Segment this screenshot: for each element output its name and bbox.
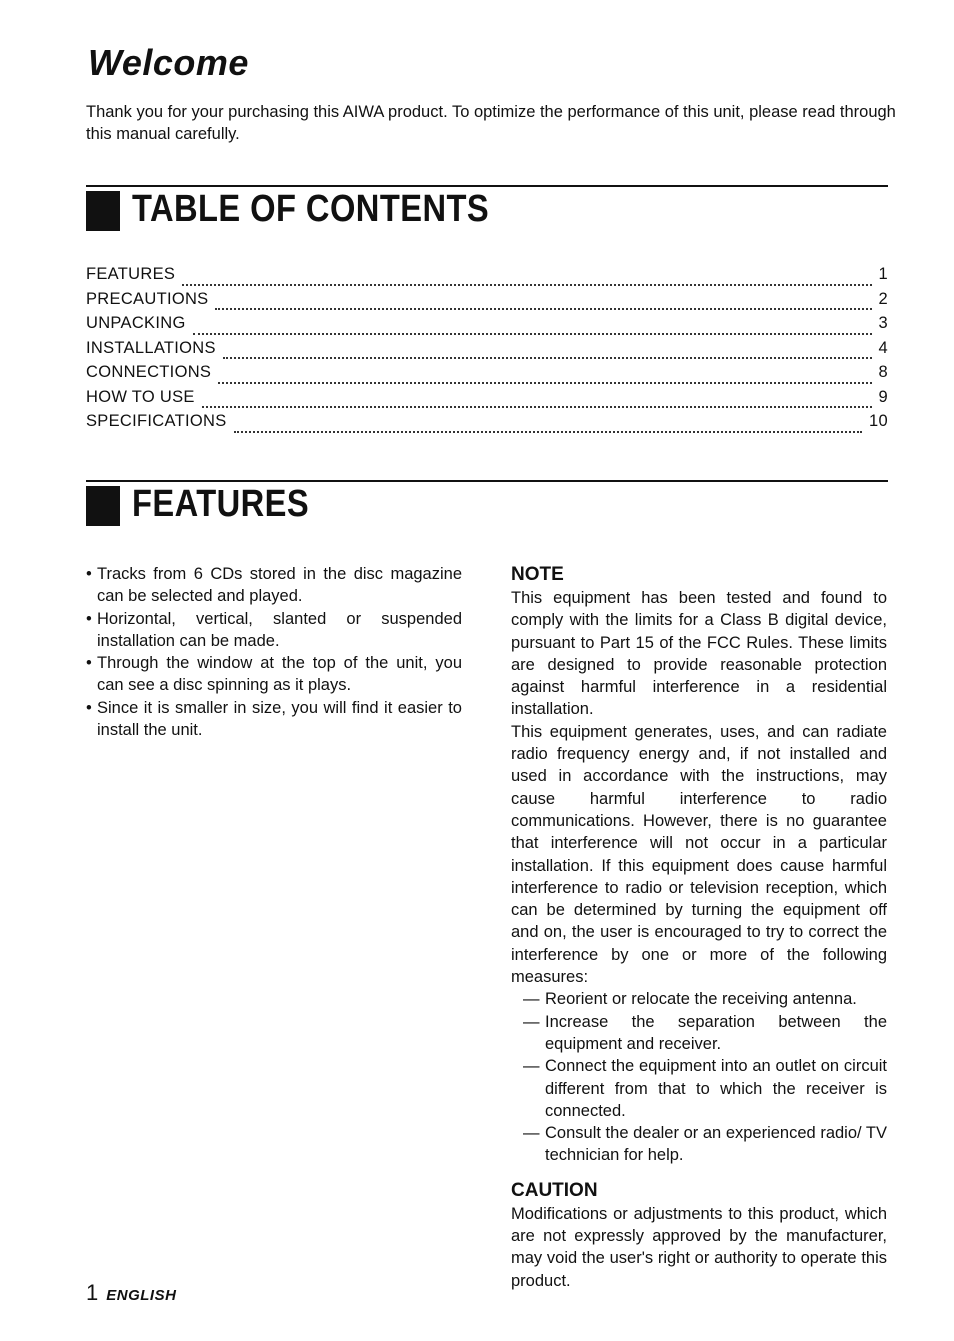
caution-heading: CAUTION: [511, 1179, 598, 1201]
note-column: [511, 563, 887, 1292]
toc-leader-dots: [234, 431, 863, 433]
toc-leader-dots: [202, 406, 872, 408]
toc-entry-page: 4: [878, 338, 888, 357]
measure-item: — Reorient or relocate the receiving antenna.: [523, 988, 887, 1010]
toc-heading: TABLE OF CONTENTS: [132, 188, 490, 230]
measure-item: — Consult the dealer or an experienced radio/ TV technician for help.: [523, 1122, 887, 1167]
measure-item: — Connect the equipment into an outlet on circuit different from that to which the receiver is connected.: [523, 1055, 887, 1122]
toc-entry[interactable]: [86, 363, 888, 388]
caution-text: Modifications or adjustments to this product, which are not expressly approved by the manufacturer, may void the user's right or authority to operate this product.: [511, 1204, 887, 1290]
feature-item: • Through the window at the top of the unit, you can see a disc spinning as it plays.: [86, 652, 462, 697]
toc-entry-page: 8: [878, 363, 888, 381]
toc-entry[interactable]: [86, 314, 888, 339]
welcome-text: Thank you for your purchasing this AIWA product. To optimize the performance of this unit, please read through this manual carefully.: [86, 103, 896, 143]
measure-item: — Increase the separation between the equipment and receiver.: [523, 1011, 887, 1056]
toc-heading-bar: [86, 191, 120, 231]
toc-leader-dots: [218, 382, 871, 384]
features-heading: FEATURES: [132, 483, 310, 525]
toc-entry-label: UNPACKING: [86, 314, 186, 332]
toc-entry-label: CONNECTIONS: [86, 363, 212, 381]
feature-item: • Tracks from 6 CDs stored in the disc magazine can be selected and played.: [86, 563, 462, 608]
toc-leader-dots: [215, 308, 871, 310]
feature-item: • Horizontal, vertical, slanted or suspended installation can be made.: [86, 608, 462, 653]
toc-entry[interactable]: [86, 290, 888, 315]
toc-entry[interactable]: [86, 388, 888, 413]
feature-item: • Since it is smaller in size, you will find it easier to install the unit.: [86, 697, 462, 742]
footer-language: ENGLISH: [106, 1287, 177, 1304]
note-paragraph: This equipment has been tested and found to comply with the limits for a Class B digital device, pursuant to Part 15 of the FCC Rules. These limits are designed to provide reasonable protection against harmful interference in a residential installation.: [511, 589, 887, 719]
toc-entry-label: FEATURES: [86, 265, 176, 283]
features-heading-bar: [86, 486, 120, 526]
toc-leader-dots: [193, 333, 872, 335]
toc-list: [86, 265, 888, 437]
page-number: 1: [86, 1280, 99, 1305]
toc-entry-label: INSTALLATIONS: [86, 338, 216, 357]
toc-entry-page: 1: [878, 265, 888, 283]
toc-entry[interactable]: [86, 412, 888, 437]
toc-entry-page: 10: [869, 412, 888, 430]
page-footer: [86, 1280, 176, 1306]
welcome-title: Welcome: [88, 42, 249, 83]
toc-entry[interactable]: [86, 339, 888, 364]
measures-list: [511, 988, 887, 1166]
note-paragraph: This equipment generates, uses, and can radiate radio frequency energy and, if not installed and used in accordance with the instructions, may cause harmful interference to radio communications. However, there is no guarantee that interference will not occur in a particular installation. If this equipment does cause harmful interference to radio or television reception, which can be determined by turning the equipment off and on, the user is encouraged to try to correct the interference by one or more of the following measures:: [511, 722, 887, 987]
toc-entry-page: 3: [878, 314, 888, 332]
features-rule: [86, 480, 888, 482]
toc-rule: [86, 185, 888, 187]
toc-entry-label: SPECIFICATIONS: [86, 412, 227, 430]
toc-entry-page: 2: [878, 289, 888, 308]
note-heading: NOTE: [511, 564, 564, 585]
toc-leader-dots: [223, 357, 872, 359]
toc-entry[interactable]: [86, 265, 888, 290]
toc-entry-label: PRECAUTIONS: [86, 289, 209, 308]
features-list: [86, 563, 462, 741]
toc-entry-page: 9: [878, 387, 888, 406]
toc-entry-label: HOW TO USE: [86, 387, 195, 406]
toc-leader-dots: [182, 284, 871, 286]
